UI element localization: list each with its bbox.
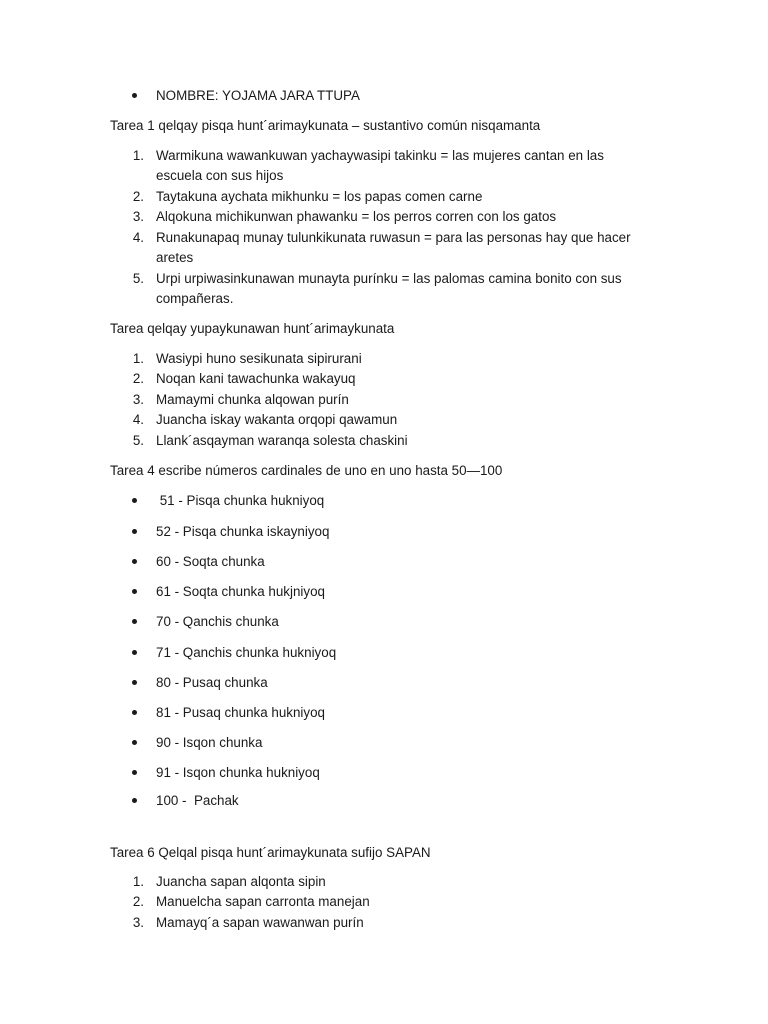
task1-item-text-cont: escuela con sus hijos bbox=[156, 168, 284, 183]
task2-item-text: Wasiypi huno sesikunata sipirurani bbox=[156, 351, 362, 366]
task2-item-number: 2. bbox=[132, 371, 144, 386]
task4-item: 52 - Pisqa chunka iskayniyoq bbox=[156, 524, 330, 539]
task6-item-text: Mamayq´a sapan wawanwan purín bbox=[156, 915, 364, 930]
bullet-icon bbox=[132, 529, 137, 534]
task1-item-number: 3. bbox=[132, 209, 144, 224]
task6-item-number: 1. bbox=[132, 874, 144, 889]
task1-item-text: Urpi urpiwasinkunawan munayta purínku = las palomas camina bonito con sus bbox=[156, 271, 622, 286]
task4-item: 71 - Qanchis chunka hukniyoq bbox=[156, 645, 337, 660]
task6-item-text: Juancha sapan alqonta sipin bbox=[156, 874, 326, 889]
task1-item-text-cont: aretes bbox=[156, 250, 194, 265]
bullet-icon bbox=[132, 559, 137, 564]
task6-item-number: 3. bbox=[132, 915, 144, 930]
task2-item-number: 5. bbox=[132, 433, 144, 448]
task4-item: 100 - Pachak bbox=[156, 793, 239, 808]
task4-item: 61 - Soqta chunka hukjniyoq bbox=[156, 584, 325, 599]
bullet-icon bbox=[132, 650, 137, 655]
task2-item-number: 3. bbox=[132, 392, 144, 407]
bullet-icon bbox=[132, 589, 137, 594]
bullet-icon bbox=[132, 498, 137, 503]
task1-item-number: 1. bbox=[132, 148, 144, 163]
task4-heading: Tarea 4 escribe números cardinales de uno en uno hasta 50—100 bbox=[110, 463, 503, 478]
task1-item-number: 5. bbox=[132, 271, 144, 286]
bullet-icon bbox=[132, 710, 137, 715]
task4-item: 90 - Isqon chunka bbox=[156, 735, 263, 750]
bullet-icon bbox=[132, 680, 137, 685]
bullet-icon bbox=[132, 619, 137, 624]
task1-item-text: Warmikuna wawankuwan yachaywasipi takinku = las mujeres cantan en las bbox=[156, 148, 604, 163]
student-name: NOMBRE: YOJAMA JARA TTUPA bbox=[156, 88, 360, 103]
task4-item: 81 - Pusaq chunka hukniyoq bbox=[156, 705, 325, 720]
task1-heading: Tarea 1 qelqay pisqa hunt´arimaykunata – sustantivo común nisqamanta bbox=[110, 118, 541, 133]
task2-item-text: Llank´asqayman waranqa solesta chaskini bbox=[156, 433, 408, 448]
task2-item-text: Noqan kani tawachunka wakayuq bbox=[156, 371, 356, 386]
bullet-icon bbox=[132, 770, 137, 775]
task2-item-text: Juancha iskay wakanta orqopi qawamun bbox=[156, 412, 398, 427]
task4-item: 80 - Pusaq chunka bbox=[156, 675, 268, 690]
task4-item: 60 - Soqta chunka bbox=[156, 554, 265, 569]
task1-item-text-cont: compañeras. bbox=[156, 291, 234, 306]
task1-item-text: Alqokuna michikunwan phawanku = los perros corren con los gatos bbox=[156, 209, 557, 224]
task6-item-number: 2. bbox=[132, 894, 144, 909]
task2-item-text: Mamaymi chunka alqowan purín bbox=[156, 392, 349, 407]
bullet-icon bbox=[132, 740, 137, 745]
task2-item-number: 4. bbox=[132, 412, 144, 427]
task6-item-text: Manuelcha sapan carronta manejan bbox=[156, 894, 370, 909]
task1-item-number: 2. bbox=[132, 189, 144, 204]
bullet-icon bbox=[132, 798, 137, 803]
task2-item-number: 1. bbox=[132, 351, 144, 366]
task4-item: 91 - Isqon chunka hukniyoq bbox=[156, 765, 320, 780]
task2-heading: Tarea qelqay yupaykunawan hunt´arimaykunata bbox=[110, 321, 395, 336]
task1-item-text: Taytakuna aychata mikhunku = los papas comen carne bbox=[156, 189, 483, 204]
task4-item: 51 - Pisqa chunka hukniyoq bbox=[156, 493, 325, 508]
task1-item-text: Runakunapaq munay tulunkikunata ruwasun = para las personas hay que hacer bbox=[156, 230, 631, 245]
task4-item: 70 - Qanchis chunka bbox=[156, 614, 279, 629]
task1-item-number: 4. bbox=[132, 230, 144, 245]
task6-heading: Tarea 6 Qelqal pisqa hunt´arimaykunata sufijo SAPAN bbox=[110, 845, 431, 860]
bullet-icon bbox=[132, 93, 137, 98]
